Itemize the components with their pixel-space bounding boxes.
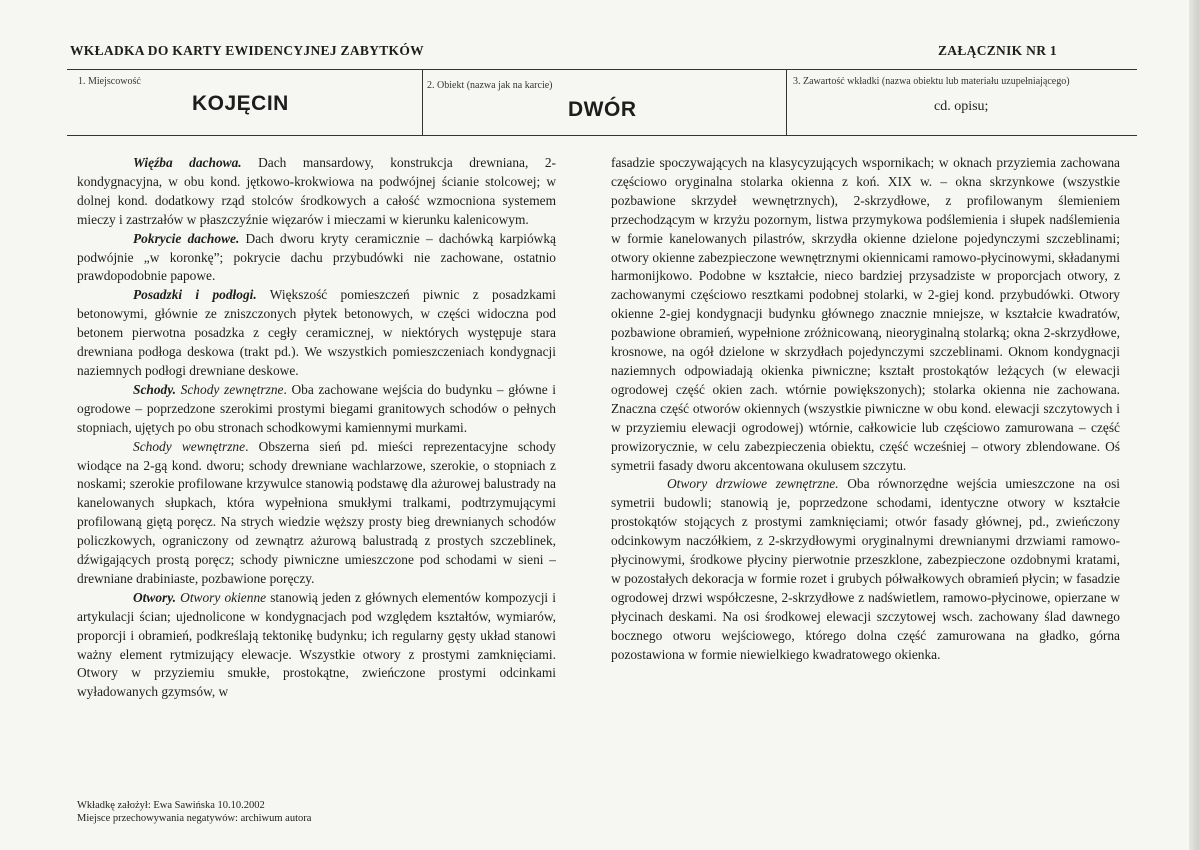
object-cell xyxy=(423,70,787,135)
object-value: DWÓR xyxy=(568,98,637,121)
stairs-external-heading: Schody zewnętrzne xyxy=(176,381,284,397)
storage-line: Miejsce przechowywania negatywów: archiwum autora xyxy=(77,813,312,824)
doors-heading: Otwory drzwiowe zewnętrzne. xyxy=(667,476,839,492)
contents-value: cd. opisu; xyxy=(934,99,989,114)
stairs-heading: Schody. xyxy=(133,381,177,397)
roof-covering-heading: Pokrycie dachowe. xyxy=(133,230,240,246)
window-openings-text: stanowią jeden z głównych elementów kompozycji i artykulacji ścian; ujednolicone w kondygnacjach pod względem kształtów, wymiarów, proporcji i obramień, podkreślają tektonikę budynku; ich regularny gęsty układ stanowi ważny element rytmizujący elewacje. Wszystkie otwory z prostymi zamknięciami. Otwory w przyziemiu smukłe, prostokątne, zwieńczone prostymi odcinkami wyładowanych gzymsów, w xyxy=(77,589,556,700)
metadata-table xyxy=(67,69,1137,136)
page-edge xyxy=(1189,0,1199,850)
locality-label: 1. Miejscowość xyxy=(78,76,141,87)
roof-covering-text: Dach dworu kryty ceramicznie – dachówką karpiówką podwójnie „w koronkę”; pokrycie dachu przybudówki nie zachowane, ostatnio prawdopodobnie papowe. xyxy=(77,230,556,284)
window-openings-heading: Otwory okienne xyxy=(176,589,267,605)
attachment-number: ZAŁĄCZNIK NR 1 xyxy=(938,43,1057,58)
stairs-internal-text: . Obszerna sień pd. mieści reprezentacyjne schody wiodące na 2-gą kond. dworu; schody drewniane wachlarzowe, szerokie, o stopniach z noskami; szerokie profilowane krzywulce stanowią podstawę dla ażurowej balustrady na kanelowanych słupkach, która wypełniona smukłymi tralkami, podtrzymującymi profilowaną giętą poręcz. Na strych wiedzie węższy prosty bieg drewnianych schodów policzkowych, ograniczony od zewnątrz ażurową balustradą z prostych szczeblinek, dźwigających prostą poręcz; schody piwniczne umieszczone pod schodami w sieni – drewniane drabiniaste, pozbawione poręczy. xyxy=(77,438,556,586)
windows-continued-paragraph: fasadzie spoczywających na klasycyzujących wspornikach; w oknach przyziemia zachowana częściowo oryginalna stolarka okienna z koń. XIX w. – okna skrzynkowe (wszystkie pozbawione skrzydeł wewnętrznych), 2-skrzydłowe, z profilowanym ślemieniem przechodzącym w krzyżu pozornym, listwa przymykowa podślemienia i słupek nadślemienia w formie kanelowanych pilastrów, skrzydła okienne dzielone pojedynczymi szczeblinami; otwory okienne zabezpieczone wewnętrznymi okiennicami ramowo-płycinowymi, składanymi harmonijkowo. Podobne w kształcie, nieco bardziej przysadziste w proporcjach otwory, z zachowanymi częściowo resztkami podobnej stolarki, w 2-giej kond. przybudówki. Otwory okienne 2-giej kondygnacji budynku głównego znacznie mniejsze, w kształcie kwadratów, pozbawione obramień, wypełnione zróżnicowaną, nieoryginalną stolarką; okna 2-skrzydłowe, krosnowe, na ogół dzielone w skrzydłach pojedynczymi szczeblinami. Oknom kondygnacji naziemnych odpowiadają okienka piwniczne; kształt prostokątów leżących (w elewacji ogrodowej część okien zach. wtórnie powiększonych); stolarka okienna nie zachowana. Znaczna część otworów okiennych (wszystkie piwniczne w obu kond. elewacji szczytowych i w przyziemiu elewacji ogrodowej) wtórnie, całkowicie lub częściowo zamurowana – część prowizorycznie, w celu zabezpieczenia obiektu, część wcześniej – otwory zblendowane. Oś symetrii fasady dworu akcentowana okulusem szczytu. xyxy=(611,155,1120,473)
floors-heading: Posadzki i podłogi. xyxy=(133,287,257,303)
stairs-external-text: . Oba zachowane wejścia do budynku – główne i ogrodowe – poprzedzone szerokimi prostymi biegami granitowych schodów o pełnych stopniach, ujętych po obu stronach schodkowymi kamiennymi murkami. xyxy=(77,381,556,435)
floors-paragraph xyxy=(77,286,556,381)
doors-text: Oba równorzędne wejścia umieszczone na osi symetrii budowli; stanowią je, poprzedzone schodami, identyczne otwory w kształcie prostokątów stojących z prostymi zamknięciami; otwór fasady głównej, pd., zwieńczony odcinkowym naczółkiem, z 2-skrzydłowymi oryginalnymi drewnianymi drzwiami ramowo-płycinowymi, środkowe płyciny pierwotnie przeszklone, zabezpieczone ozdobnymi kratami, w pozostałych dekoracja w formie rozet i grubych półwałkowych obramień płycin; w fasadzie ogrodowej drzwi współczesne, 2-skrzydłowe z nadświetlem, ramowo-płycinowe, opierzane w płycinach deskami. Na osi środkowej elewacji szczytowej wsch. zachowany ślad dawnego bocznego otworu wejściowego, którego dolna część zamurowana na gładko, górna pozostawiona w formie niewielkiego kwadratowego okienka. xyxy=(611,476,1121,662)
openings-paragraph xyxy=(77,589,556,702)
roof-structure-text: Dach mansardowy, konstrukcja drewniana, 2-kondygnacyjna, w obu kond. jętkowo-krokwiowa na podwójnej ścianie stolcowej; w dolnej kond. dodatkowy rząd stolców środkowych a całość wzmocniona systemem mieczy i zastrzałów w płaszczyźnie więzarów i mieczami w kierunku kalenicowym. xyxy=(77,155,556,227)
stairs-internal-heading: Schody wewnętrzne xyxy=(133,438,246,454)
doors-paragraph xyxy=(611,475,1120,664)
locality-value: KOJĘCIN xyxy=(192,92,289,115)
object-label: 2. Obiekt (nazwa jak na karcie) xyxy=(427,80,553,91)
footer xyxy=(77,799,311,825)
openings-heading: Otwory. xyxy=(133,589,177,605)
stairs-internal-paragraph xyxy=(77,438,556,589)
stairs-external-paragraph xyxy=(77,381,556,438)
contents-cell xyxy=(787,70,1137,135)
document-title: WKŁADKA DO KARTY EWIDENCYJNEJ ZABYTKÓW xyxy=(70,43,424,58)
right-text-column xyxy=(611,154,1120,664)
author-line: Wkładkę założył: Ewa Sawińska 10.10.2002 xyxy=(77,800,265,811)
roof-structure-paragraph xyxy=(77,154,556,230)
locality-cell xyxy=(67,70,423,135)
roof-covering-paragraph xyxy=(77,230,556,287)
left-text-column xyxy=(77,154,556,702)
roof-structure-heading: Więźba dachowa. xyxy=(133,155,242,170)
floors-text: Większość pomieszczeń piwnic z posadzkami betonowymi, głównie ze zniszczonych płytek betonowych, w części widoczna pod betonem pierwotna posadzka z cegły ceramicznej, w niektórych występuje stara drewniana podłoga deskowa (trakt pd.). We wszystkich pomieszczeniach kondygnacji naziemnych podłogi drewniane deskowe. xyxy=(77,287,556,378)
contents-label: 3. Zawartość wkładki (nazwa obiektu lub materiału uzupełniającego) xyxy=(793,76,1070,87)
